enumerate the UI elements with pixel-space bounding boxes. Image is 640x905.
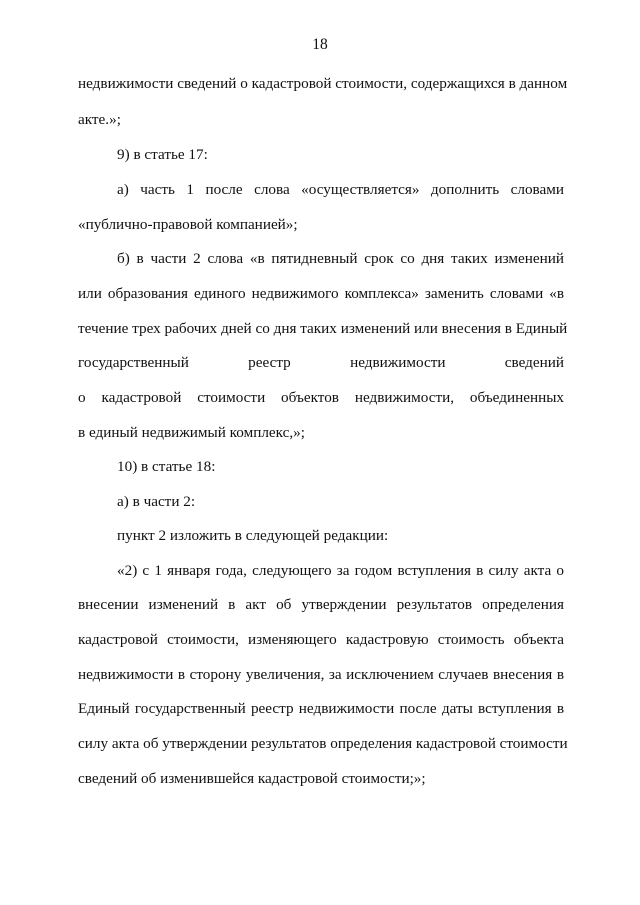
text-line: «публично-правовой компанией»; bbox=[78, 216, 298, 233]
text-line: в единый недвижимый комплекс,»; bbox=[78, 424, 305, 441]
text-line: пункт 2 изложить в следующей редакции: bbox=[117, 527, 389, 544]
list-item-heading: 9) в статье 17: bbox=[117, 146, 208, 163]
text-line: а) в части 2: bbox=[117, 493, 196, 510]
text-line: Единый государственный реестр недвижимости после даты вступления в bbox=[78, 700, 564, 717]
text-line: сведений об изменившейся кадастровой стоимости;»; bbox=[78, 770, 426, 787]
text-line: течение трех рабочих дней со дня таких изменений или внесения в Единый bbox=[78, 320, 568, 337]
text-line: о кадастровой стоимости объектов недвижимости, объединенных bbox=[78, 389, 564, 406]
text-line: силу акта об утверждении результатов определения кадастровой стоимости bbox=[78, 735, 568, 752]
text-line: акте.»; bbox=[78, 111, 121, 128]
text-line: кадастровой стоимости, изменяющего кадастровую стоимость объекта bbox=[78, 631, 564, 648]
text-line: а) часть 1 после слова «осуществляется» дополнить словами bbox=[117, 181, 564, 198]
page-number: 18 bbox=[312, 36, 328, 53]
text-line: недвижимости сведений о кадастровой стоимости, содержащихся в данном bbox=[78, 75, 568, 92]
text-line: или образования единого недвижимого комплекса» заменить словами «в bbox=[78, 285, 564, 302]
text-line: недвижимости в сторону увеличения, за исключением случаев внесения в bbox=[78, 666, 564, 683]
text-line: «2) с 1 января года, следующего за годом вступления в силу акта о bbox=[117, 562, 564, 579]
list-item-heading: 10) в статье 18: bbox=[117, 458, 216, 475]
text-line: б) в части 2 слова «в пятидневный срок со дня таких изменений bbox=[117, 250, 564, 267]
text-line: внесении изменений в акт об утверждении результатов определения bbox=[78, 596, 564, 613]
text-line: государственный реестр недвижимости сведений bbox=[78, 354, 564, 371]
